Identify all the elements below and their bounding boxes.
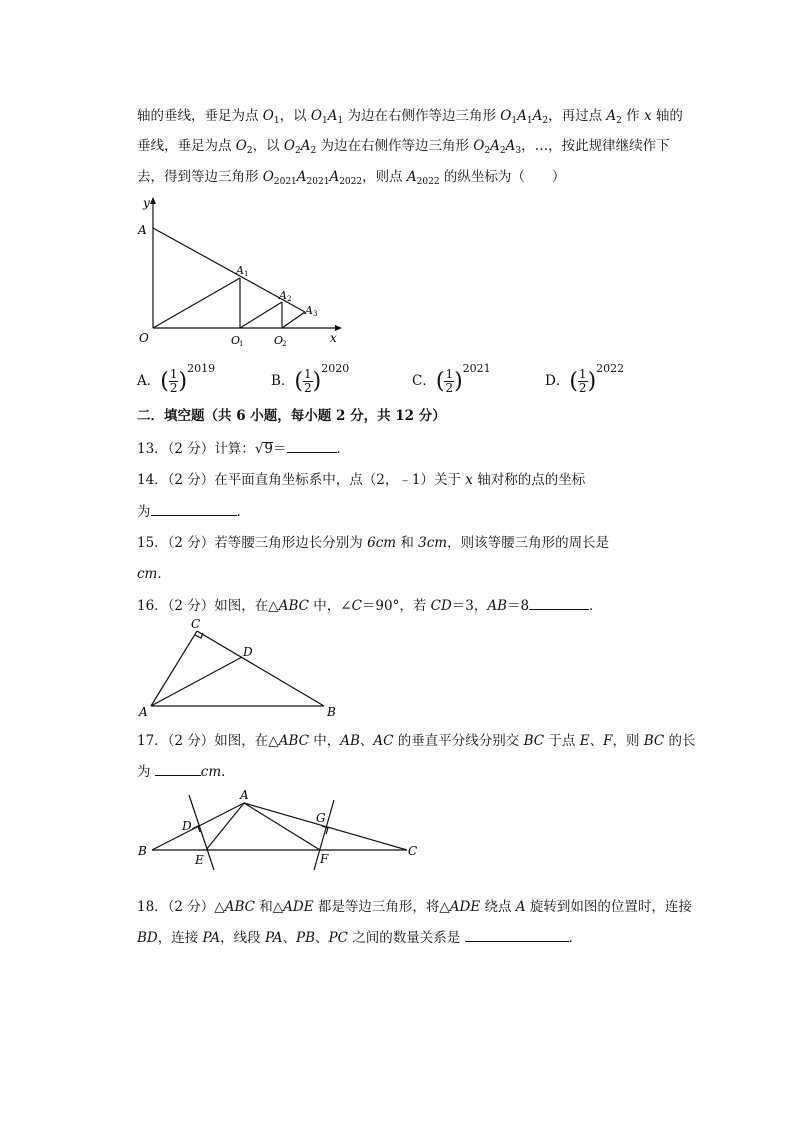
q12-line-2: 垂线，垂足为点 $O_2$，以 $O_2A_2$ 为边在右侧作等边三角形 $O_2A_2A_3$，…，按此规律继续作下 [137,138,670,156]
answer-blank[interactable] [151,502,237,516]
section-heading: 二．填空题（共 6 小题，每小题 2 分，共 12 分） [137,408,446,424]
label-B: B [138,844,147,858]
segment-o-a1 [153,278,240,328]
label-A2-sub: 2 [287,295,292,303]
question-13: 13．（2 分）计算：√9＝ ． [137,441,351,457]
question-14-line-1: 14．（2 分）在平面直角坐标系中，点（2，﹣1）关于 x 轴对称的点的坐标 [137,472,586,488]
question-17-line-1: 17．（2 分）如图，在△ABC 中，AB、AC 的垂直平分线分别交 BC 于点 E、F，则 BC 的长 [137,733,696,749]
q16-figure [130,612,350,724]
segment-o1-a2 [240,302,282,328]
label-F: F [320,852,329,866]
label-A2: A [279,289,287,302]
side-ac [151,631,197,706]
label-A: A [139,705,148,719]
segment-ad [151,657,242,706]
label-G: G [316,811,326,825]
fraction: $\frac{1}{2}$ [578,367,587,395]
option-b[interactable]: B．( $\frac{1}{2}$ )$^{2020}$ [271,362,350,395]
question-18-line-2: BD，连接 PA，线段 PA、PB、PC 之间的数量关系是 ． [137,930,583,946]
segment-af [244,803,320,850]
answer-blank[interactable] [155,762,201,776]
label-O2-sub: 2 [282,340,287,348]
q17-figure [130,785,430,875]
question-17-line-2: 为 cm． [137,764,235,780]
fraction: $\frac{1}{2}$ [445,367,454,395]
y-label: y [143,196,150,210]
q12-line-3: 去，得到等边三角形 $O_{2021}A_{2021}A_{2022}$，则点 $A_{2022}$ 的纵坐标为（ ） [137,169,566,187]
side-cb [197,631,324,706]
label-C: C [408,844,418,858]
label-D: D [182,819,192,833]
label-O2: O [274,334,284,347]
label-D: D [243,645,253,659]
segment-ae [206,803,244,850]
label-B: B [327,705,336,719]
sqrt-icon: √ [254,441,264,457]
label-A: A [240,788,249,802]
answer-blank[interactable] [287,439,337,453]
option-c[interactable]: C．( $\frac{1}{2}$ )$^{2021}$ [412,362,491,395]
label-A1: A [236,264,244,277]
label-A: A [138,223,147,237]
label-A3: A [305,304,313,317]
question-18-line-1: 18．（2 分）△ABC 和△ADE 都是等边三角形，将△ADE 绕点 A 旋转到如图的位置时，连接 [137,899,692,915]
fraction: $\frac{1}{2}$ [304,367,312,395]
option-d[interactable]: D．( $\frac{1}{2}$ )$^{2022}$ [545,362,625,395]
option-a[interactable]: A．( $\frac{1}{2}$ )$^{2019}$ [137,362,216,395]
answer-blank[interactable] [529,596,589,610]
question-15-line-2: cm． [137,566,171,582]
q12-figure [130,192,350,352]
question-14-line-2: 为 ． [137,504,250,520]
question-15-line-1: 15．（2 分）若等腰三角形边长分别为 6cm 和 3cm，则该等腰三角形的周长是 [137,535,610,551]
label-O1: O [231,334,241,347]
label-C: C [191,617,201,631]
answer-blank[interactable] [465,928,569,942]
right-angle-icon [192,826,200,832]
label-A3-sub: 3 [313,310,318,318]
label-O1-sub: 1 [239,340,244,348]
x-label: x [330,331,337,345]
q12-line-1: 轴的垂线，垂足为点 $O_1$，以 $O_1A_1$ 为边在右侧作等边三角形 $O_1A_1A_2$，再过点 $A_2$ 作 x 轴的 [137,108,683,126]
question-16: 16．（2 分）如图，在△ABC 中，∠C＝90°，若 CD＝3，AB＝8 ． [137,598,603,614]
label-O: O [139,331,149,345]
label-A1-sub: 1 [244,270,249,278]
fraction: $\frac{1}{2}$ [169,367,178,395]
label-E: E [195,853,204,867]
y-arrow-icon [150,197,156,204]
segment-o2-a3 [282,312,305,328]
